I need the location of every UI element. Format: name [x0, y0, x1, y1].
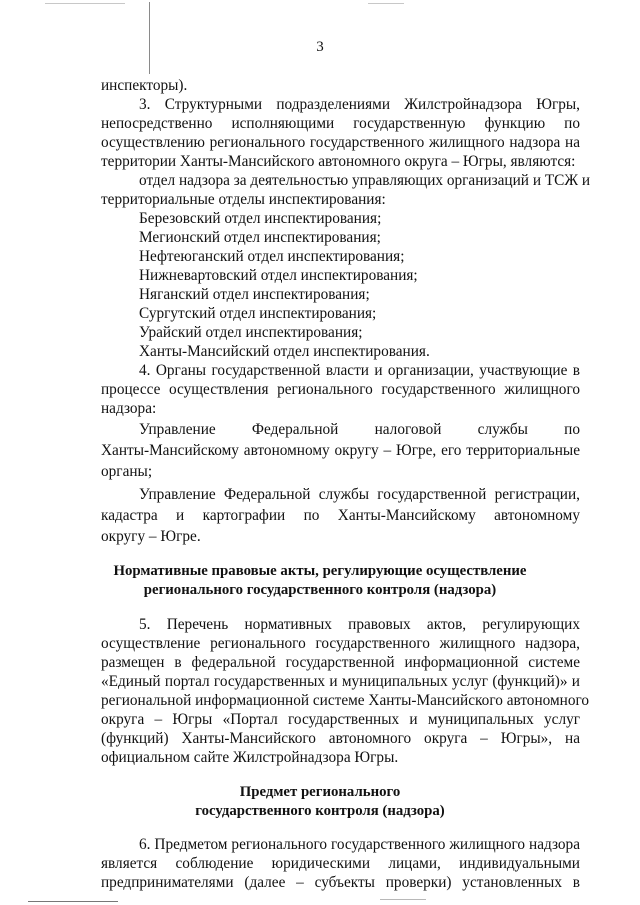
scan-artifact-bottom-left	[28, 901, 118, 902]
list-item: Няганский отдел инспектирования;	[139, 286, 370, 303]
list-item: Урайский отдел инспектирования;	[139, 324, 363, 341]
list-item: Ханты-Мансийский отдел инспектирования.	[139, 343, 430, 360]
text-line: осуществлению регионального государственного жилищного надзора на	[101, 134, 580, 151]
list-item: Сургутский отдел инспектирования;	[139, 305, 377, 322]
text-line: территориальные отделы инспектирования:	[101, 191, 386, 208]
text-line: процессе осуществления регионального государственного жилищного	[101, 381, 580, 398]
text-line: является соблюдение юридическими лицами, индивидуальными	[101, 855, 580, 872]
scan-artifact-bottom-right	[380, 899, 426, 900]
text-line: 6. Предметом регионального государственного жилищного надзора	[139, 836, 580, 853]
text-line: Управление Федеральной налоговой службы по	[139, 421, 580, 438]
section-heading: Нормативные правовые акты, регулирующие осуществление	[113, 563, 527, 579]
text-line: инспекторы).	[101, 77, 188, 94]
section-heading: Предмет регионального	[239, 784, 401, 800]
text-line: официальном сайте Жилстройнадзора Югры.	[101, 749, 399, 766]
page-number: 3	[316, 39, 324, 55]
list-item: Березовский отдел инспектирования;	[139, 210, 382, 227]
list-item: Мегионский отдел инспектирования;	[139, 229, 381, 246]
text-line: отдел надзора за деятельностью управляющих организаций и ТСЖ и	[139, 172, 591, 189]
text-line: 3. Структурными подразделениями Жилстройнадзора Югры,	[139, 96, 580, 113]
text-line: территории Ханты-Мансийского автономного округа – Югры, являются:	[101, 153, 576, 170]
list-item: Нефтеюганский отдел инспектирования;	[139, 248, 405, 265]
text-line: Ханты-Мансийскому автономному округу – Югре, его территориальные	[101, 442, 580, 459]
scan-artifact-top-left	[45, 3, 125, 4]
scan-artifact-top-center	[368, 3, 404, 4]
text-line: «Единый портал государственных и муниципальных услуг (функций)» и	[101, 673, 580, 690]
text-line: (функций) Ханты-Мансийского автономного округа – Югры», на	[101, 730, 580, 747]
text-line: непосредственно исполняющими государственную функцию по	[101, 115, 580, 132]
text-line: кадастра и картографии по Ханты-Мансийскому автономному	[101, 507, 580, 524]
text-line: размещен в федеральной государственной информационной системе	[101, 654, 580, 671]
text-line: осуществление регионального государственного жилищного надзора,	[101, 635, 580, 652]
section-heading: регионального государственного контроля (надзора)	[143, 582, 497, 598]
text-line: Управление Федеральной службы государственной регистрации,	[139, 486, 580, 503]
section-heading: государственного контроля (надзора)	[195, 803, 445, 819]
text-line: органы;	[101, 463, 153, 480]
text-line: региональной информационной системе Ханты-Мансийского автономного	[101, 692, 590, 709]
text-line: надзора:	[101, 400, 157, 417]
list-item: Нижневартовский отдел инспектирования;	[139, 267, 418, 284]
text-line: предпринимателями (далее – субъекты проверки) установленных в	[101, 874, 580, 891]
text-line: округа – Югры «Портал государственных и муниципальных услуг	[101, 711, 580, 728]
scan-artifact-margin-line	[149, 2, 150, 74]
text-line: округу – Югре.	[101, 528, 201, 545]
text-line: 5. Перечень нормативных правовых актов, регулирующих	[139, 616, 580, 633]
text-line: 4. Органы государственной власти и организации, участвующие в	[139, 362, 580, 379]
